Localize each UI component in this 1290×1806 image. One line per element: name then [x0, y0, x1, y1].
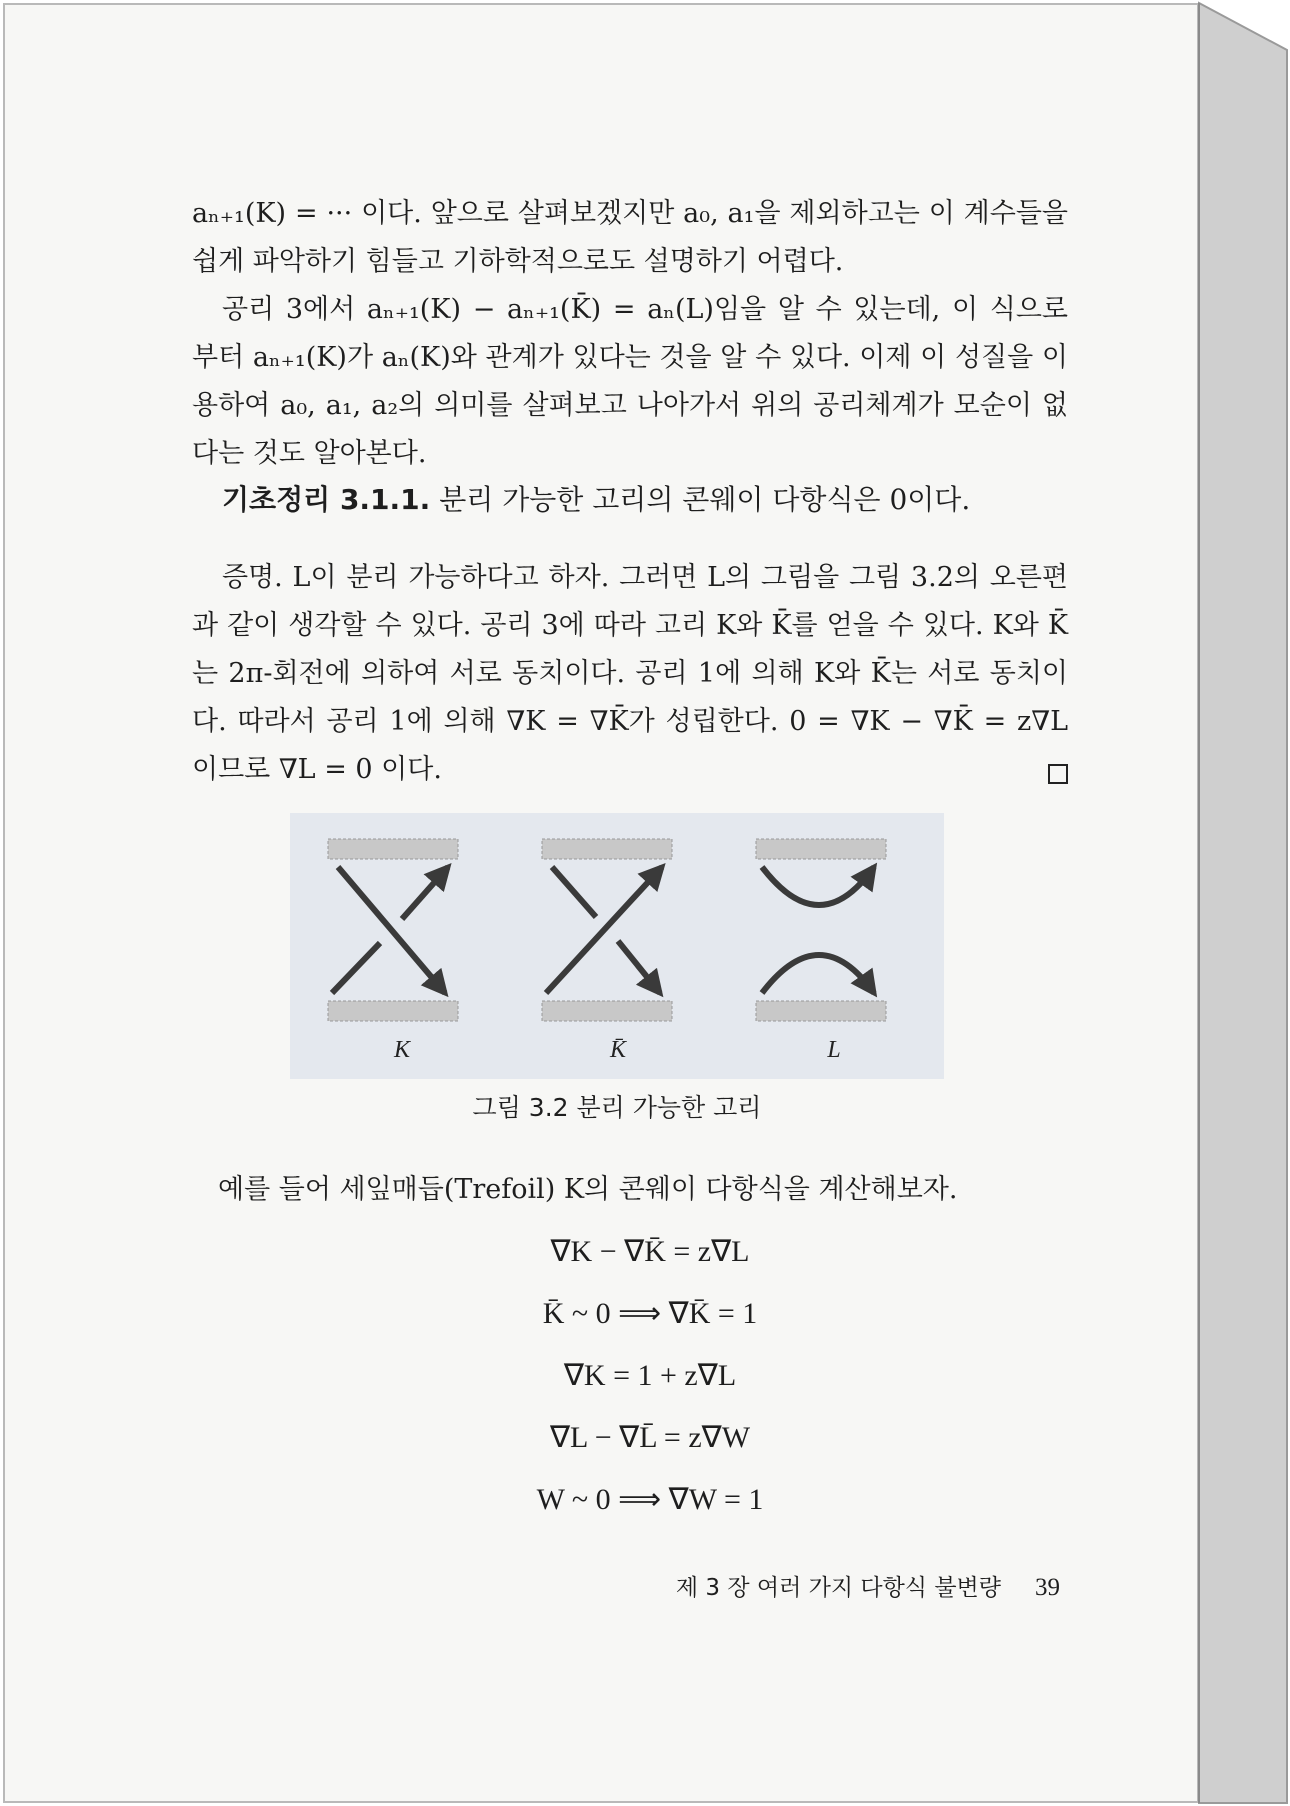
paragraph-1: aₙ₊₁(K) = ··· 이다. 앞으로 살펴보겠지만 a₀, a₁을 제외하고는 이 계수들을 쉽게 파악하기 힘들고 기하학적으로도 설명하기 어렵다.	[192, 198, 1068, 277]
page-number: 39	[1035, 1574, 1060, 1601]
figure-label-kbar: K̄	[609, 1037, 627, 1063]
equation-5: W ~ 0 ⟹ ∇W = 1	[536, 1483, 764, 1516]
theorem-label: 기초정리 3.1.1.	[222, 483, 431, 516]
example-sentence: 예를 들어 세잎매듭(Trefoil) K의 콘웨이 다항식을 계산해보자.	[218, 1174, 958, 1205]
equation-1: ∇K − ∇K̄ = z∇L	[550, 1235, 750, 1268]
chapter-title: 제 3 장 여러 가지 다항식 불변량	[675, 1575, 1001, 1601]
figure-label-l: L	[827, 1037, 841, 1063]
intro-paragraphs	[192, 190, 1068, 478]
theorem	[222, 476, 1082, 524]
paragraph-2: 공리 3에서 aₙ₊₁(K) − aₙ₊₁(K̄) = aₙ(L)임을 알 수 있는데, 이 식으로 부터 aₙ₊₁(K)가 aₙ(K)와 관계가 있다는 것을 알 수 있다. 이제 이 성질을 이용하여 a₀, a₁, a₂의 의미를 살펴보고 나아가서 위의 공리체계가 모순이 없다는 것도 알아본다.	[192, 294, 1068, 469]
proof	[192, 554, 1068, 794]
running-footer	[600, 1568, 1060, 1608]
figure-label-k: K	[393, 1037, 411, 1063]
figure-caption: 그림 3.2 분리 가능한 고리	[472, 1093, 762, 1122]
equation-2: K̄ ~ 0 ⟹ ∇K̄ = 1	[542, 1297, 758, 1330]
equation-3: ∇K = 1 + z∇L	[563, 1359, 737, 1392]
proof-text: 증명. L이 분리 가능하다고 하자. 그러면 L의 그림을 그림 3.2의 오른편과 같이 생각할 수 있다. 공리 3에 따라 고리 K와 K̄를 얻을 수 있다. K와 K̄ 는 2π-회전에 의하여 서로 동치이다. 공리 1에 의해 K와 K̄는 서로 동치이다. 따라서 공리 1에 의해 ∇K = ∇K̄가 성립한다. 0 = ∇K − ∇K̄ = z∇L 이므로 ∇L = 0 이다.	[192, 562, 1068, 785]
qed-box-icon	[1048, 764, 1068, 784]
figure-separable-link	[290, 813, 944, 1079]
theorem-text: 분리 가능한 고리의 콘웨이 다항식은 0이다.	[439, 483, 971, 516]
equation-list	[440, 1230, 860, 1540]
equation-4: ∇L − ∇L̄ = z∇W	[549, 1421, 751, 1454]
